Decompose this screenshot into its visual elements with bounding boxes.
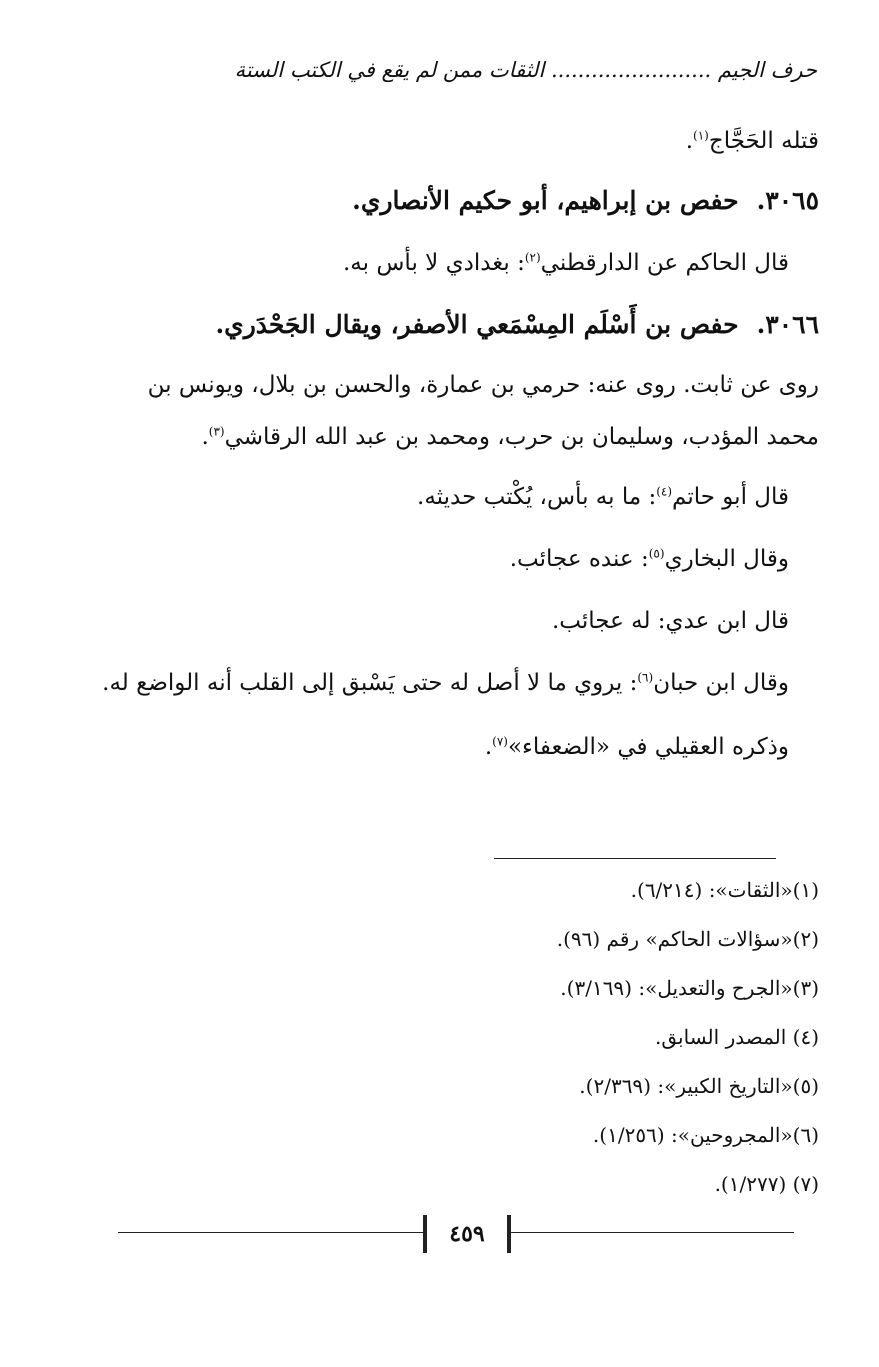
footnote-ref: (٤)	[656, 484, 673, 499]
footnote: (٦)«المجروحين»: (١/٢٥٦).	[592, 1123, 819, 1147]
text-line: روى عن ثابت. روى عنه: حرمي بن عمارة، والحسن بن بلال، ويونس بن	[147, 372, 819, 398]
entry-title: حفص بن أَسْلَم المِسْمَعي الأصفر، ويقال الجَحْدَري.	[215, 310, 739, 339]
footnote: (١)«الثقات»: (٦/٢١٤).	[630, 878, 819, 902]
text-line: قال ابن عدي: له عجائب.	[551, 608, 789, 634]
footnote: (٢)«سؤالات الحاكم» رقم (٩٦).	[556, 927, 819, 951]
footnote-ref: (١)	[693, 128, 709, 143]
footnote-separator	[494, 858, 776, 859]
footnote-ref: (٧)	[492, 734, 508, 749]
text-line: قال الحاكم عن الدارقطني$^{(٢)}$: بغدادي لا بأس به.	[343, 250, 789, 276]
entry-number: ٣٠٦٥.	[756, 186, 819, 215]
footnote-ref: (٢)	[524, 250, 541, 265]
footnote: (٤) المصدر السابق.	[655, 1025, 819, 1049]
footnote: (٥)«التاريخ الكبير»: (٢/٣٦٩).	[579, 1074, 819, 1098]
footnote-ref: (٣)	[208, 424, 225, 439]
footnote-ref: (٦)	[637, 670, 654, 685]
running-header	[157, 58, 817, 82]
text-line: محمد المؤدب، وسليمان بن حرب، ومحمد بن عبد الله الرقاشي$^{(٣)}$.	[201, 424, 819, 450]
text-line: وذكره العقيلي في «الضعفاء»$^{(٧)}$.	[484, 734, 789, 760]
entry-title: حفص بن إبراهيم، أبو حكيم الأنصاري.	[352, 186, 739, 215]
header-chapter: حرف الجيم	[717, 58, 817, 82]
text-line: وقال ابن حبان$^{(٦)}$: يروي ما لا أصل له حتى يَسْبق إلى القلب أنه الواضع له.	[102, 670, 789, 696]
entry-heading	[352, 186, 819, 215]
page-number: ٤٥٩	[423, 1215, 511, 1253]
text-line: وقال البخاري$^{(٥)}$: عنده عجائب.	[509, 546, 789, 572]
header-book-title: الثقات ممن لم يقع في الكتب الستة	[234, 58, 545, 82]
footnote: (٣)«الجرح والتعديل»: (٣/١٦٩).	[560, 976, 819, 1000]
footnote-ref: (٥)	[648, 546, 665, 561]
text-line: قال أبو حاتم$^{(٤)}$: ما به بأس، يُكْتب حديثه.	[417, 484, 789, 510]
header-dots: ........................	[550, 58, 712, 82]
entry-heading	[215, 310, 819, 339]
footnote: (٧) (١/٢٧٧).	[714, 1172, 819, 1196]
entry-number: ٣٠٦٦.	[756, 310, 819, 339]
text-line: قتله الحَجَّاج$^{(١)}$.	[685, 128, 819, 154]
